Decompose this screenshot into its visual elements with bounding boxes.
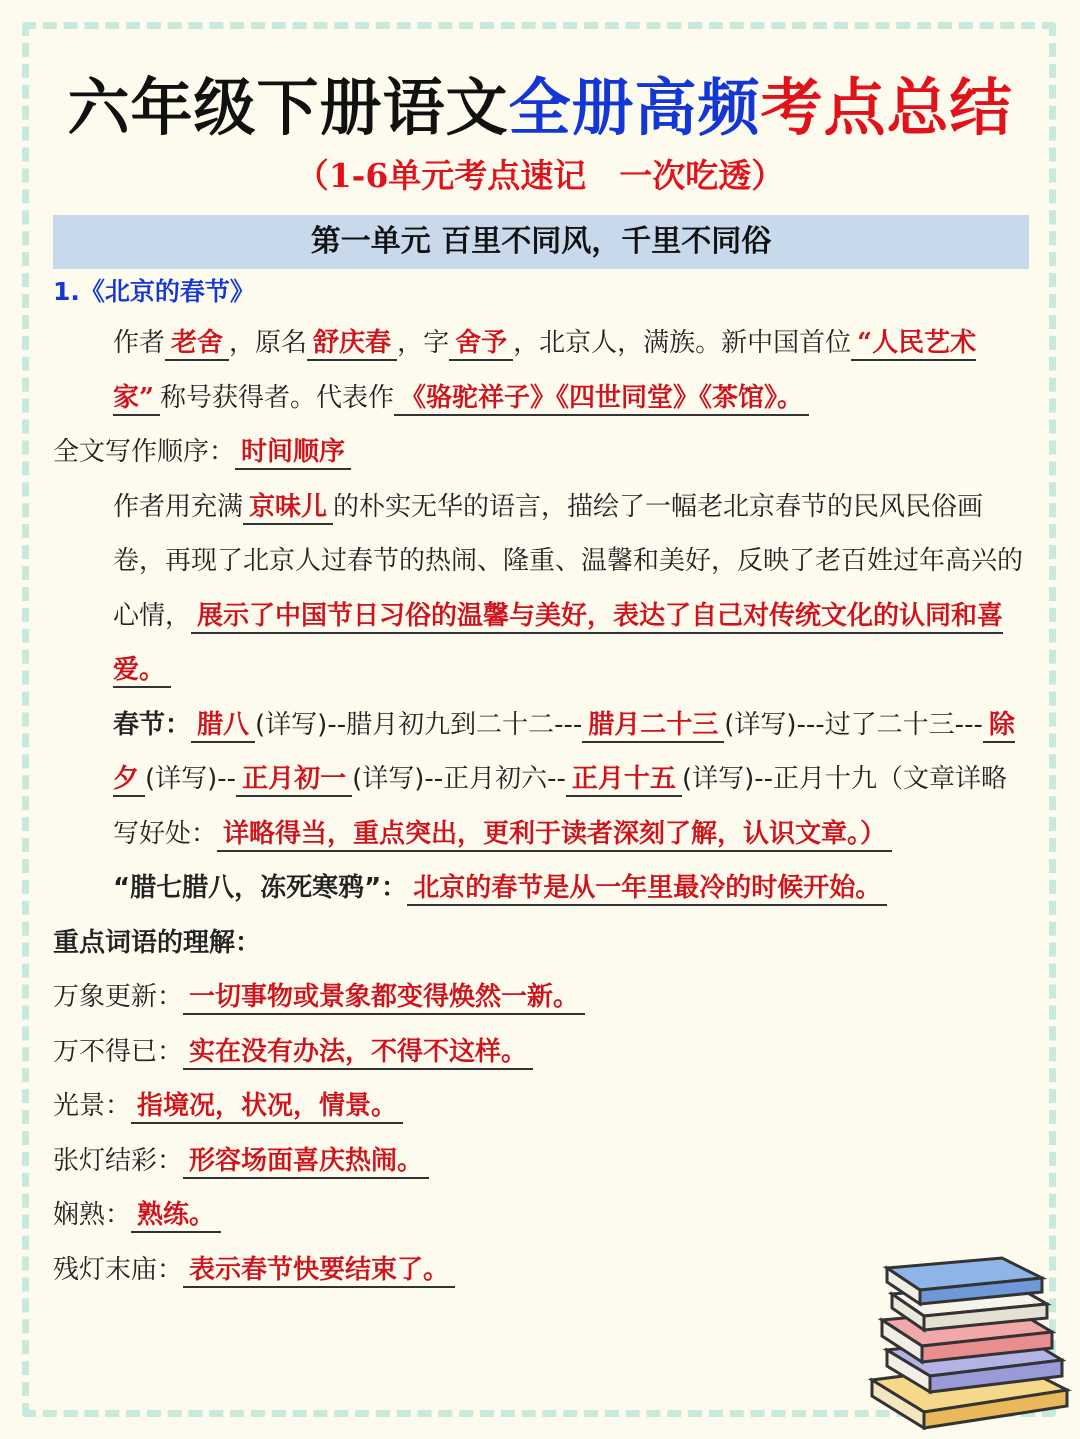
answer-chuxi: 除夕 (113, 710, 1015, 798)
answer-lantern: 正月十五 (566, 764, 682, 797)
vocab-term: 万不得已： (53, 1036, 184, 1067)
vocab-meaning: 实在没有办法，不得不这样。 (183, 1037, 533, 1070)
answer-theme: 展示了中国节日习俗的温馨与美好，表达了自己对传统文化的认同和喜爱。 (113, 601, 1003, 689)
saying-quote: “腊七腊八，冻死寒鸦”： (113, 873, 408, 903)
text: (详写)--正月初六-- (352, 764, 566, 794)
answer-honor-title: “人民艺术家” (113, 328, 976, 416)
unit-heading: 第一单元 百里不同风，千里不同俗 (53, 215, 1029, 269)
vocab-heading: 重点词语的理解： (53, 927, 262, 958)
vocab-term: 张灯结彩： (53, 1145, 184, 1176)
vocab-meaning: 形容场面喜庆热闹。 (183, 1146, 429, 1179)
title-part-blue: 全册高频 (508, 71, 761, 144)
answer-23rd: 腊月二十三 (582, 710, 724, 743)
answer-benefit: 详略得当，重点突出，更利于读者深刻了解，认识文章。） (217, 819, 892, 852)
vocab-meaning: 指境况，状况，情景。 (131, 1091, 403, 1124)
text: 的朴实无华的语言，描绘了一幅老北京春节的民风民俗画卷，再现了北京人过春节的热闹、隆重、温馨和美好，反映了老百姓过年高兴的心情， (113, 491, 1024, 631)
answer-laba: 腊八 (191, 710, 255, 743)
text: (详写)-- (145, 764, 237, 794)
vocab-term: 残灯末庙： (53, 1254, 184, 1285)
text: ，北京人，满族。新中国首位 (513, 328, 852, 358)
lesson-content (53, 316, 1029, 1297)
text: 作者用充满 (113, 491, 244, 522)
stack-of-books-icon (862, 1250, 1072, 1430)
saying-line (53, 861, 1029, 916)
answer-author: 老舍 (165, 328, 229, 361)
text: ，字 (397, 328, 450, 358)
writing-order (53, 425, 1029, 480)
answer-representative-works: 《骆驼祥子》《四世同堂》《茶馆》。 (394, 383, 809, 416)
text: (详写)--腊月初九到二十二--- (255, 709, 583, 740)
page-title (0, 58, 1080, 147)
vocab-meaning: 表示春节快要结束了。 (183, 1255, 455, 1288)
vocab-item (53, 1134, 1029, 1189)
festival-sequence (53, 698, 1029, 862)
text: ，原名 (229, 328, 308, 358)
text: (详写)--正月十九（文章详略写好处： (113, 764, 1007, 849)
vocab-meaning: 熟练。 (131, 1200, 221, 1233)
vocab-item (53, 1025, 1029, 1080)
title-part-red: 考点总结 (760, 71, 1013, 144)
lesson-title: 1.《北京的春节》 (53, 277, 255, 306)
answer-writing-order: 时间顺序 (235, 437, 351, 470)
page-subtitle: （1-6单元考点速记 一次吃透） (295, 156, 785, 195)
vocab-term: 万象更新： (53, 982, 184, 1012)
answer-courtesy-name: 舍予 (449, 328, 513, 361)
text: 称号获得者。代表作 (159, 382, 394, 413)
text: (详写)---过了二十三--- (724, 709, 983, 740)
answer-saying: 北京的春节是从一年里最冷的时候开始。 (407, 873, 887, 906)
vocab-meaning: 一切事物或景象都变得焕然一新。 (183, 982, 585, 1015)
text: 作者 (113, 328, 166, 358)
language-paragraph (53, 480, 1029, 698)
author-paragraph (53, 316, 1029, 425)
answer-new-year: 正月初一 (236, 764, 352, 797)
answer-style: 京味儿 (243, 492, 333, 525)
answer-original-name: 舒庆春 (307, 328, 397, 361)
writing-order-label: 全文写作顺序： (53, 437, 236, 467)
vocab-term: 娴熟： (53, 1200, 132, 1230)
title-part-black: 六年级下册语文 (67, 71, 509, 144)
vocab-item (53, 970, 1029, 1025)
festival-label: 春节： (113, 709, 192, 740)
vocab-item (53, 1188, 1029, 1243)
vocab-item (53, 1079, 1029, 1134)
vocab-term: 光景： (53, 1091, 132, 1121)
